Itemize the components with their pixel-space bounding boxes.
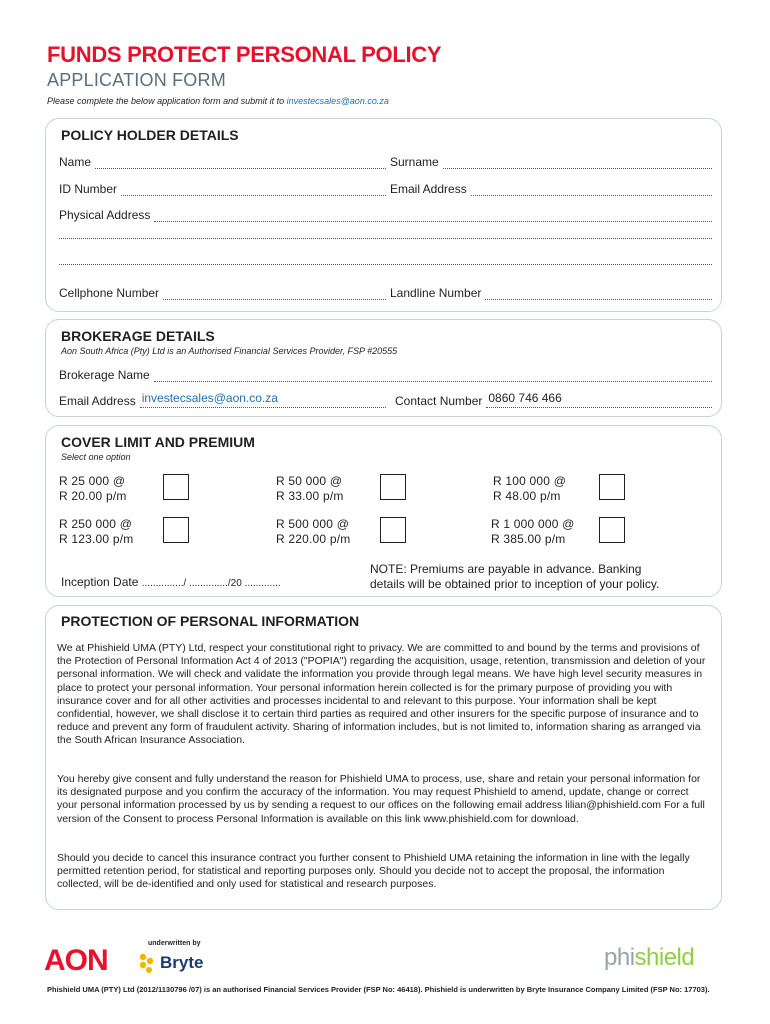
email-input[interactable] [471,185,712,196]
underwritten-by-label: underwritten by [148,940,201,947]
bryte-logo [138,952,203,974]
cover-option-100000 [493,474,566,504]
cover-option-premium: R 48.00 p/m [493,489,561,503]
phishield-logo-a: phi [604,944,635,971]
aon-logo: AON [44,944,108,977]
cellphone-label: Cellphone Number [59,286,160,300]
brokerage-email-field[interactable] [59,392,386,408]
cover-checkbox-100000[interactable] [599,474,625,500]
cover-checkbox-250000[interactable] [163,517,189,543]
cover-option-250000 [59,517,133,547]
inception-date-label: Inception Date [61,575,139,589]
contact-number-input[interactable] [486,391,712,408]
id-number-field[interactable] [59,180,386,196]
protection-paragraph-3: Should you decide to cancel this insurance contract you further consent to Phishield UMA retaining the information in line with the legally permitted retention period, for statistical and reporting purposes only. Should you decide not to accept the proposal, the information collected, will be de-identified and only used for statistical and research purposes. [57,852,690,891]
contact-number-field[interactable] [395,392,712,408]
inception-date-input[interactable]: .............../ ............../20 ............. [141,578,281,589]
premium-note [370,562,715,592]
protection-panel [45,605,722,910]
phishield-logo-b: shield [634,944,695,971]
form-subtitle: APPLICATION FORM [47,70,226,90]
id-number-input[interactable] [121,185,386,196]
phishield-logo [604,944,694,972]
cover-option-1000000 [491,517,575,547]
landline-label: Landline Number [390,286,482,300]
contact-number-value: 0860 746 466 [488,391,562,405]
cover-option-50000 [276,474,344,504]
surname-field[interactable] [390,153,712,169]
cover-checkbox-1000000[interactable] [599,517,625,543]
brokerage-email-value: investecsales@aon.co.za [141,391,278,405]
brokerage-title: BROKERAGE DETAILS [61,328,215,344]
cover-option-premium: R 20.00 p/m [59,489,127,503]
cover-limit-panel [45,425,722,597]
cover-limit-title: COVER LIMIT AND PREMIUM [61,434,255,450]
cover-option-premium: R 33.00 p/m [276,489,344,503]
brokerage-email-label: Email Address [59,394,136,408]
brokerage-fsp-note: Aon South Africa (Pty) Ltd is an Authorised Financial Services Provider, FSP #20555 [61,346,398,356]
address-line-3[interactable] [59,264,712,265]
address-line-2[interactable] [59,238,712,239]
policy-holder-title: POLICY HOLDER DETAILS [61,127,239,143]
cover-option-25000 [59,474,127,504]
cellphone-field[interactable] [59,284,386,300]
surname-input[interactable] [443,158,712,169]
cellphone-input[interactable] [163,289,386,300]
inception-date-field[interactable] [61,575,281,589]
submit-email-link[interactable]: investecsales@aon.co.za [286,96,389,106]
cover-option-limit: R 25 000 @ [59,474,126,488]
name-label: Name [59,155,92,169]
form-title: FUNDS PROTECT PERSONAL POLICY [47,42,442,67]
cover-option-limit: R 500 000 @ [276,517,350,531]
brokerage-name-label: Brokerage Name [59,368,150,382]
cover-option-premium: R 220.00 p/m [276,532,351,546]
submit-instruction [47,96,389,106]
brokerage-panel [45,319,722,417]
footer-disclaimer: Phishield UMA (PTY) Ltd (2012/1130796 /07) is an authorised Financial Services Provider (FSP No: 46418). Phishield is underwritten by Bryte Insurance Company Limited (FSP No: 17703). [47,985,710,994]
email-field[interactable] [390,180,712,196]
premium-note-line-2: details will be obtained prior to inception of your policy. [370,577,660,591]
protection-paragraph-1: We at Phishield UMA (PTY) Ltd, respect your constitutional right to privacy. We are committed to and bound by the terms and provisions of the Protection of Personal Information Act 4 of 2013 ("POPIA") regarding the acquisition, usage, retention, transmission and deletion of your personal information. We will check and validate the information you provide through legal means. We have high level security measures in place to protect your personal information. Your personal information herein collected is for the primary purpose of providing you with insurance cover and for all other activities and processes incidental to and relevant to this purpose. Your information shall be kept confidential, however, we shall disclose it to certain third parties as required and other insurers for the specific purpose of insurance and to reduce and prevent any form of fraudulent activity. Sharing of information includes, but is not limited to, information sharing as arranged via the South African Insurance Association. [57,642,706,747]
name-field[interactable] [59,153,386,169]
cover-checkbox-50000[interactable] [380,474,406,500]
premium-note-line-1: NOTE: Premiums are payable in advance. Banking [370,562,642,576]
physical-address-field[interactable] [59,206,712,222]
cover-checkbox-500000[interactable] [380,517,406,543]
id-number-label: ID Number [59,182,118,196]
bryte-mark-icon [138,952,156,974]
physical-address-label: Physical Address [59,208,151,222]
policy-holder-panel [45,118,722,312]
name-input[interactable] [95,158,386,169]
protection-paragraph-2: You hereby give consent and fully understand the reason for Phishield UMA to process, use, share and retain your personal information for its designated purpose and you confirm the accuracy of the information. You may request Phishield to amend, update, change or correct your personal information processed by us by sending a request to our offices on the following email address lilian@phishield.com For a full version of the Consent to process Personal Information is available on this link www.phishield.com for download. [57,773,705,825]
physical-address-input[interactable] [154,211,712,222]
cover-option-limit: R 250 000 @ [59,517,133,531]
cover-option-limit: R 50 000 @ [276,474,343,488]
contact-number-label: Contact Number [395,394,483,408]
cover-option-limit: R 1 000 000 @ [491,517,575,531]
cover-option-limit: R 100 000 @ [493,474,567,488]
cover-option-premium: R 385.00 p/m [491,532,566,546]
brokerage-name-input[interactable] [154,371,712,382]
landline-input[interactable] [485,289,712,300]
email-label: Email Address [390,182,467,196]
brokerage-name-field[interactable] [59,366,712,382]
bryte-wordmark: Bryte [160,953,204,972]
brokerage-email-input[interactable] [140,391,386,408]
surname-label: Surname [390,155,439,169]
protection-title: PROTECTION OF PERSONAL INFORMATION [61,613,360,629]
instruction-text: Please complete the below application form and submit it to [47,96,287,106]
cover-option-500000 [276,517,350,547]
cover-option-premium: R 123.00 p/m [59,532,134,546]
cover-checkbox-25000[interactable] [163,474,189,500]
landline-field[interactable] [390,284,712,300]
cover-limit-instruction: Select one option [61,452,131,462]
